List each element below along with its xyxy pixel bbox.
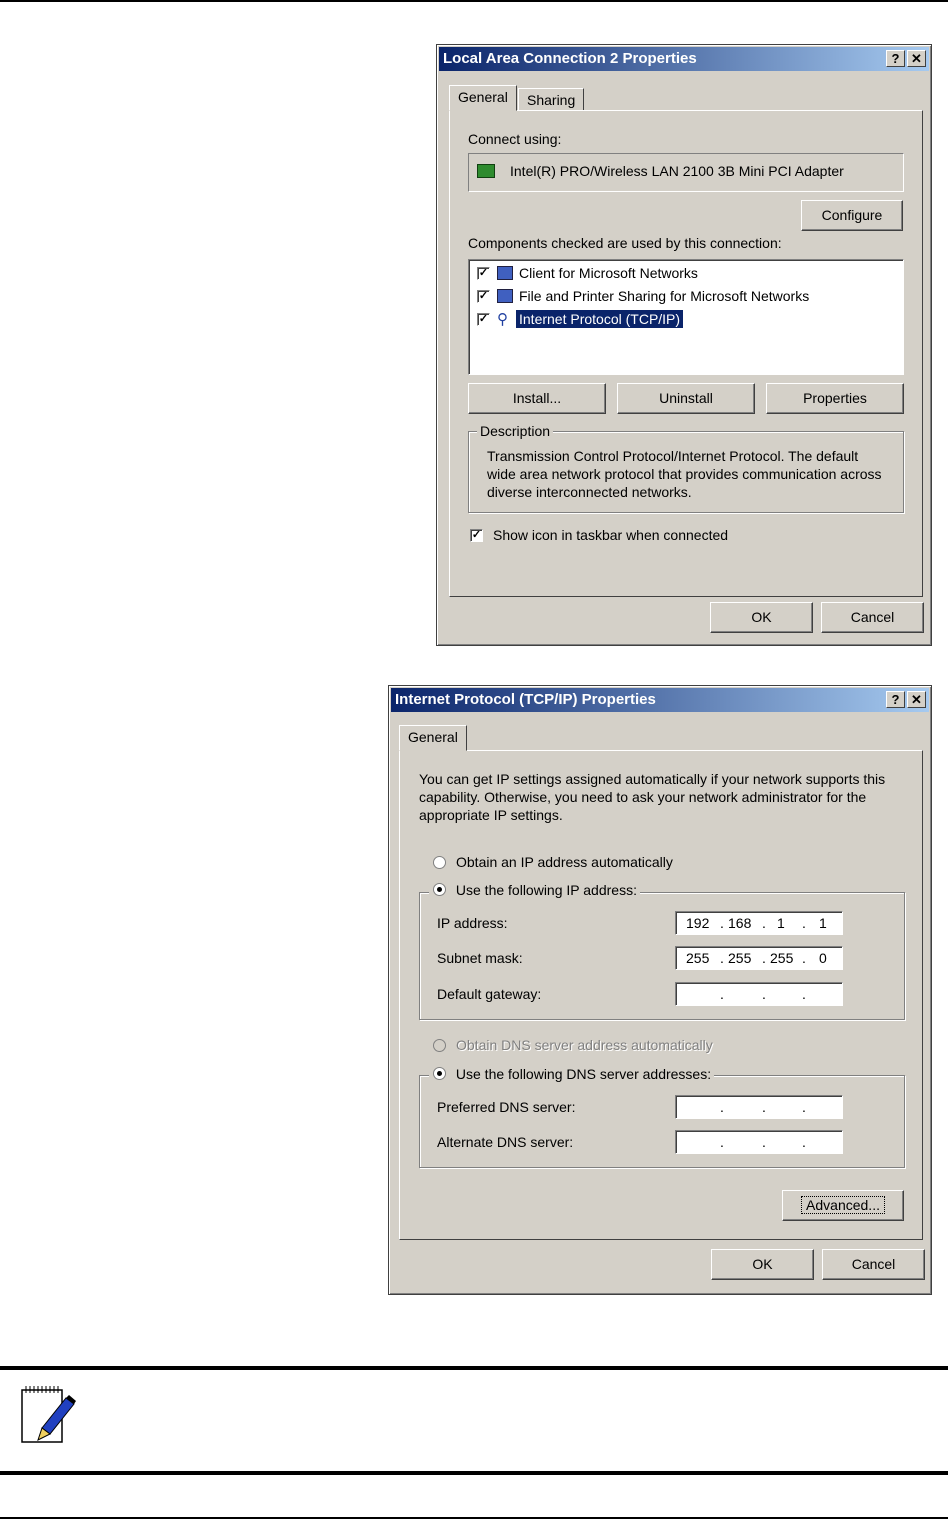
computer-icon xyxy=(497,266,513,280)
components-label: Components checked are used by this connection: xyxy=(468,235,782,251)
obtain-ip-auto-radio[interactable] xyxy=(433,856,446,869)
note-top-rule xyxy=(0,1366,948,1370)
static-dns-group xyxy=(419,1075,905,1168)
list-item[interactable] xyxy=(477,311,897,331)
obtain-dns-auto-radio[interactable] xyxy=(433,1039,446,1052)
uninstall-button[interactable]: Uninstall xyxy=(617,383,755,414)
preferred-dns-label: Preferred DNS server: xyxy=(437,1099,576,1115)
network-adapter-icon xyxy=(477,164,495,178)
title-bar[interactable] xyxy=(391,688,929,712)
subnet-mask-field[interactable] xyxy=(675,946,843,970)
close-button[interactable]: ✕ xyxy=(907,691,926,708)
install-button[interactable]: Install... xyxy=(468,383,606,414)
ip-dot: . xyxy=(762,1099,766,1115)
intro-text: You can get IP settings assigned automatically if your network supports this capability. Otherwise, you need to ask your network administrator for the appropriate IP settings. xyxy=(419,771,886,823)
ip-address-field[interactable] xyxy=(675,911,843,935)
page-bottom-rule xyxy=(0,1517,948,1519)
use-static-ip-radio[interactable] xyxy=(433,883,446,896)
ip-dot: . xyxy=(762,950,766,966)
ip-dot: . xyxy=(762,986,766,1002)
help-button[interactable]: ? xyxy=(886,691,905,708)
note-bottom-rule xyxy=(0,1471,948,1475)
static-ip-legend[interactable] xyxy=(429,882,640,898)
component-label: File and Printer Sharing for Microsoft Networks xyxy=(519,288,810,304)
subnet-mask-label: Subnet mask: xyxy=(437,950,523,966)
advanced-button-label: Advanced... xyxy=(801,1196,885,1214)
ip-dot: . xyxy=(802,1099,806,1115)
ip-dot: . xyxy=(720,950,724,966)
alternate-dns-label: Alternate DNS server: xyxy=(437,1134,574,1150)
connect-using-label: Connect using: xyxy=(468,131,562,147)
ip-dot: . xyxy=(802,986,806,1002)
show-icon-label[interactable]: Show icon in taskbar when connected xyxy=(493,527,729,543)
ip-octet: 0 xyxy=(819,950,827,966)
ip-dot: . xyxy=(762,915,766,931)
tab-label: General xyxy=(408,729,458,745)
ip-address-label: IP address: xyxy=(437,915,508,931)
advanced-button[interactable] xyxy=(782,1190,904,1221)
properties-button[interactable]: Properties xyxy=(766,383,904,414)
show-icon-checkbox[interactable]: ✓ xyxy=(471,529,482,541)
note-pencil-icon xyxy=(20,1384,76,1446)
close-button[interactable]: ✕ xyxy=(907,50,926,67)
component-checkbox[interactable]: ✓ xyxy=(478,267,489,279)
tab-label: Sharing xyxy=(527,92,576,108)
ip-octet: 255 xyxy=(770,950,794,966)
obtain-ip-auto-label[interactable]: Obtain an IP address automatically xyxy=(456,854,673,870)
ip-octet: 255 xyxy=(686,950,710,966)
ip-octet: 1 xyxy=(819,915,827,931)
configure-button[interactable]: Configure xyxy=(801,200,903,231)
use-static-dns-label: Use the following DNS server addresses: xyxy=(455,1066,712,1082)
use-static-dns-radio[interactable] xyxy=(433,1067,446,1080)
ip-octet: 255 xyxy=(728,950,752,966)
ip-dot: . xyxy=(802,1134,806,1150)
page-top-rule xyxy=(0,0,948,2)
tab-sharing[interactable] xyxy=(518,88,584,111)
ip-dot: . xyxy=(802,915,806,931)
ip-octet: 168 xyxy=(728,915,752,931)
ip-dot: . xyxy=(802,950,806,966)
component-checkbox[interactable]: ✓ xyxy=(478,290,489,302)
dialog-title: Internet Protocol (TCP/IP) Properties xyxy=(395,691,656,708)
tab-general[interactable] xyxy=(399,725,467,751)
components-list xyxy=(468,259,904,375)
ok-button[interactable]: OK xyxy=(710,602,813,633)
ip-dot: . xyxy=(720,1099,724,1115)
ip-octet: 192 xyxy=(686,915,710,931)
adapter-field xyxy=(468,153,904,192)
default-gateway-field[interactable] xyxy=(675,982,843,1006)
preferred-dns-field[interactable] xyxy=(675,1095,843,1119)
list-item[interactable] xyxy=(477,288,897,308)
alternate-dns-field[interactable] xyxy=(675,1130,843,1154)
description-text: Transmission Control Protocol/Internet Protocol. The default wide area network protocol that provides communication across diverse interconnected networks. xyxy=(487,448,882,500)
static-dns-legend[interactable] xyxy=(429,1066,714,1082)
ip-octet: 1 xyxy=(777,915,785,931)
list-item[interactable] xyxy=(477,265,877,285)
network-protocol-icon: ⚲ xyxy=(497,311,508,328)
obtain-dns-auto-label[interactable]: Obtain DNS server address automatically xyxy=(456,1037,713,1053)
component-label: Client for Microsoft Networks xyxy=(519,265,698,281)
lan-properties-dialog xyxy=(436,44,932,646)
ip-dot: . xyxy=(720,1134,724,1150)
title-bar[interactable] xyxy=(439,47,929,71)
ok-button[interactable]: OK xyxy=(711,1249,814,1280)
dialog-title: Local Area Connection 2 Properties xyxy=(443,50,697,67)
description-legend: Description xyxy=(477,423,553,439)
printer-share-icon xyxy=(497,289,513,303)
component-checkbox[interactable]: ✓ xyxy=(478,313,489,325)
tab-label: General xyxy=(458,89,508,105)
component-label: Internet Protocol (TCP/IP) xyxy=(516,310,683,328)
default-gateway-label: Default gateway: xyxy=(437,986,542,1002)
ip-dot: . xyxy=(720,915,724,931)
help-button[interactable]: ? xyxy=(886,50,905,67)
ip-dot: . xyxy=(762,1134,766,1150)
ip-dot: . xyxy=(720,986,724,1002)
adapter-name: Intel(R) PRO/Wireless LAN 2100 3B Mini PCI Adapter xyxy=(510,163,844,179)
cancel-button[interactable]: Cancel xyxy=(821,602,924,633)
tab-general[interactable] xyxy=(449,85,517,111)
use-static-ip-label: Use the following IP address: xyxy=(455,882,637,898)
cancel-button[interactable]: Cancel xyxy=(822,1249,925,1280)
tcpip-properties-dialog xyxy=(388,685,932,1295)
